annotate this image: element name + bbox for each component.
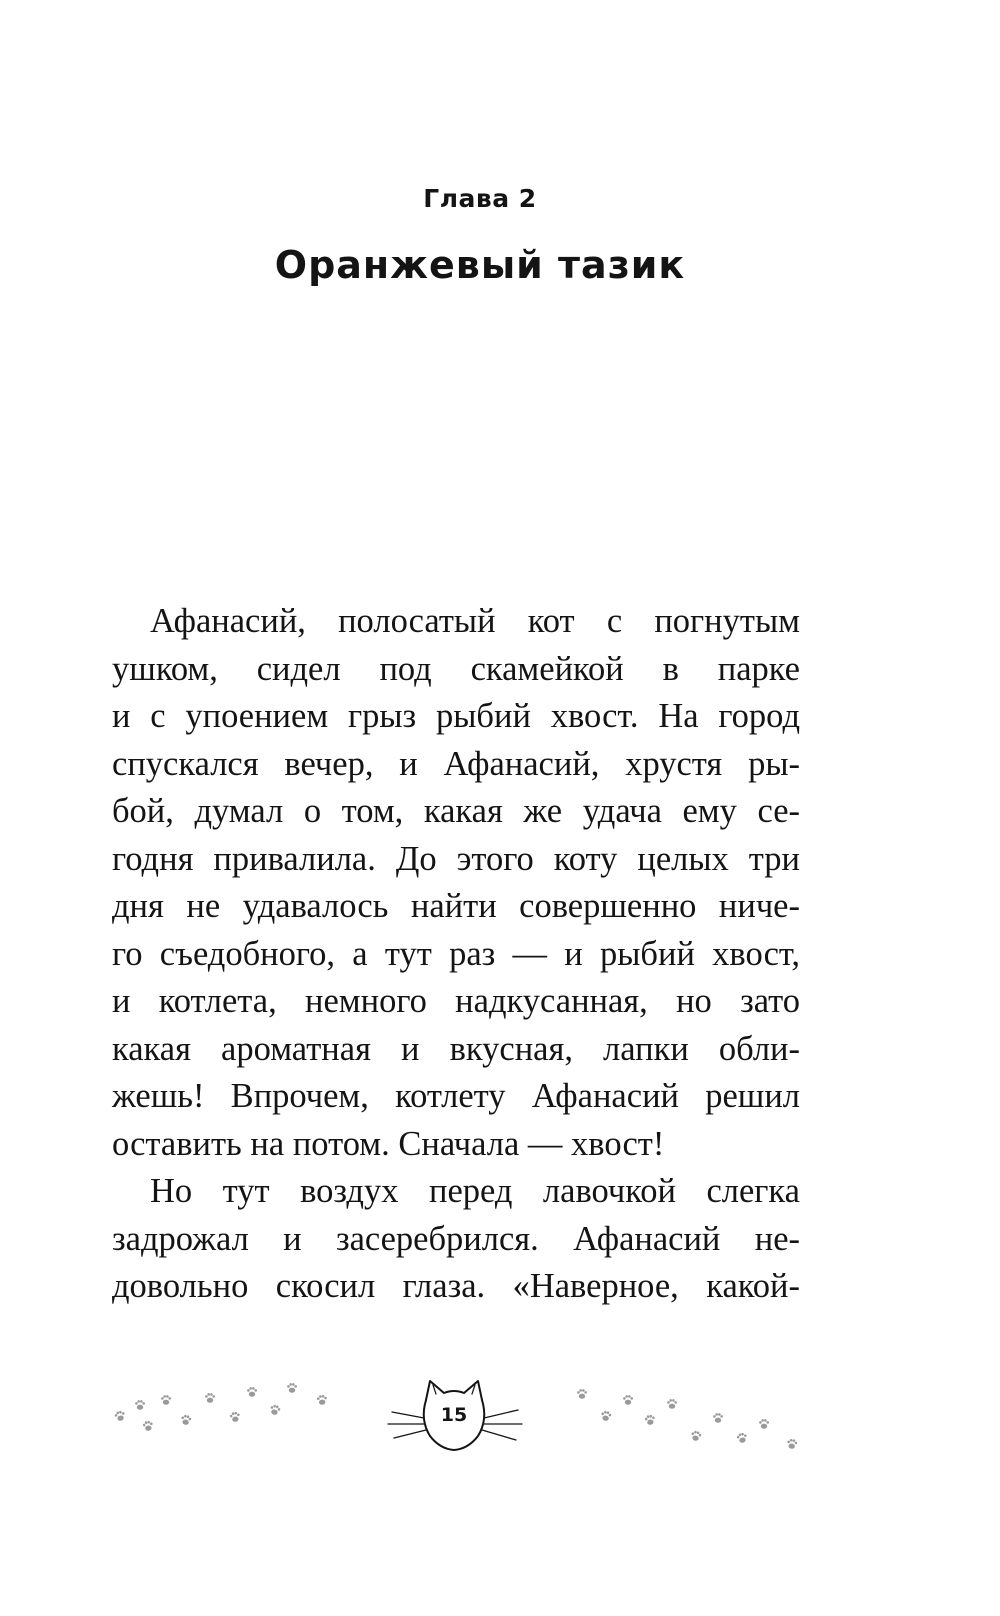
text-line: и котлета, немного надкусанная, но зато bbox=[112, 982, 800, 1020]
paw-trail-left-icon bbox=[114, 1383, 327, 1431]
text-line: задрожал и засеребрился. Афанасий не- bbox=[112, 1219, 800, 1258]
chapter-label: Глава 2 bbox=[423, 184, 537, 213]
text-line: какая ароматная и вкусная, лапки обли- bbox=[112, 1029, 800, 1068]
chapter-title: Оранжевый тазик bbox=[274, 243, 686, 287]
body-text bbox=[112, 598, 800, 1311]
paragraph bbox=[112, 1168, 800, 1311]
paragraph bbox=[112, 598, 800, 1168]
paw-trail-right-icon bbox=[577, 1389, 798, 1449]
page-footer-decoration bbox=[0, 1370, 960, 1480]
text-line: Но тут воздух перед лавочкой слегка bbox=[150, 1172, 800, 1210]
page-number: 15 bbox=[440, 1404, 468, 1426]
text-line: ушком, сидел под скамейкой в парке bbox=[112, 649, 800, 688]
text-line: бой, думал о том, какая же удача ему се- bbox=[112, 792, 800, 830]
text-line: го съедобного, а тут раз — и рыбий хвост, bbox=[112, 934, 800, 973]
text-line: оставить на потом. Сначала — хвост! bbox=[112, 1124, 665, 1163]
text-line: спускался вечер, и Афанасий, хрустя ры- bbox=[112, 744, 800, 783]
text-line: дня не удавалось найти совершенно ниче- bbox=[112, 887, 800, 925]
text-line: жешь! Впрочем, котлету Афанасий решил bbox=[112, 1077, 800, 1115]
text-line: довольно скосил глаза. «Наверное, какой- bbox=[112, 1267, 800, 1305]
text-line: и с упоением грыз рыбий хвост. На город bbox=[112, 697, 800, 735]
text-line: годня привалила. До этого коту целых три bbox=[112, 839, 800, 878]
text-line: Афанасий, полосатый кот с погнутым bbox=[150, 602, 800, 640]
